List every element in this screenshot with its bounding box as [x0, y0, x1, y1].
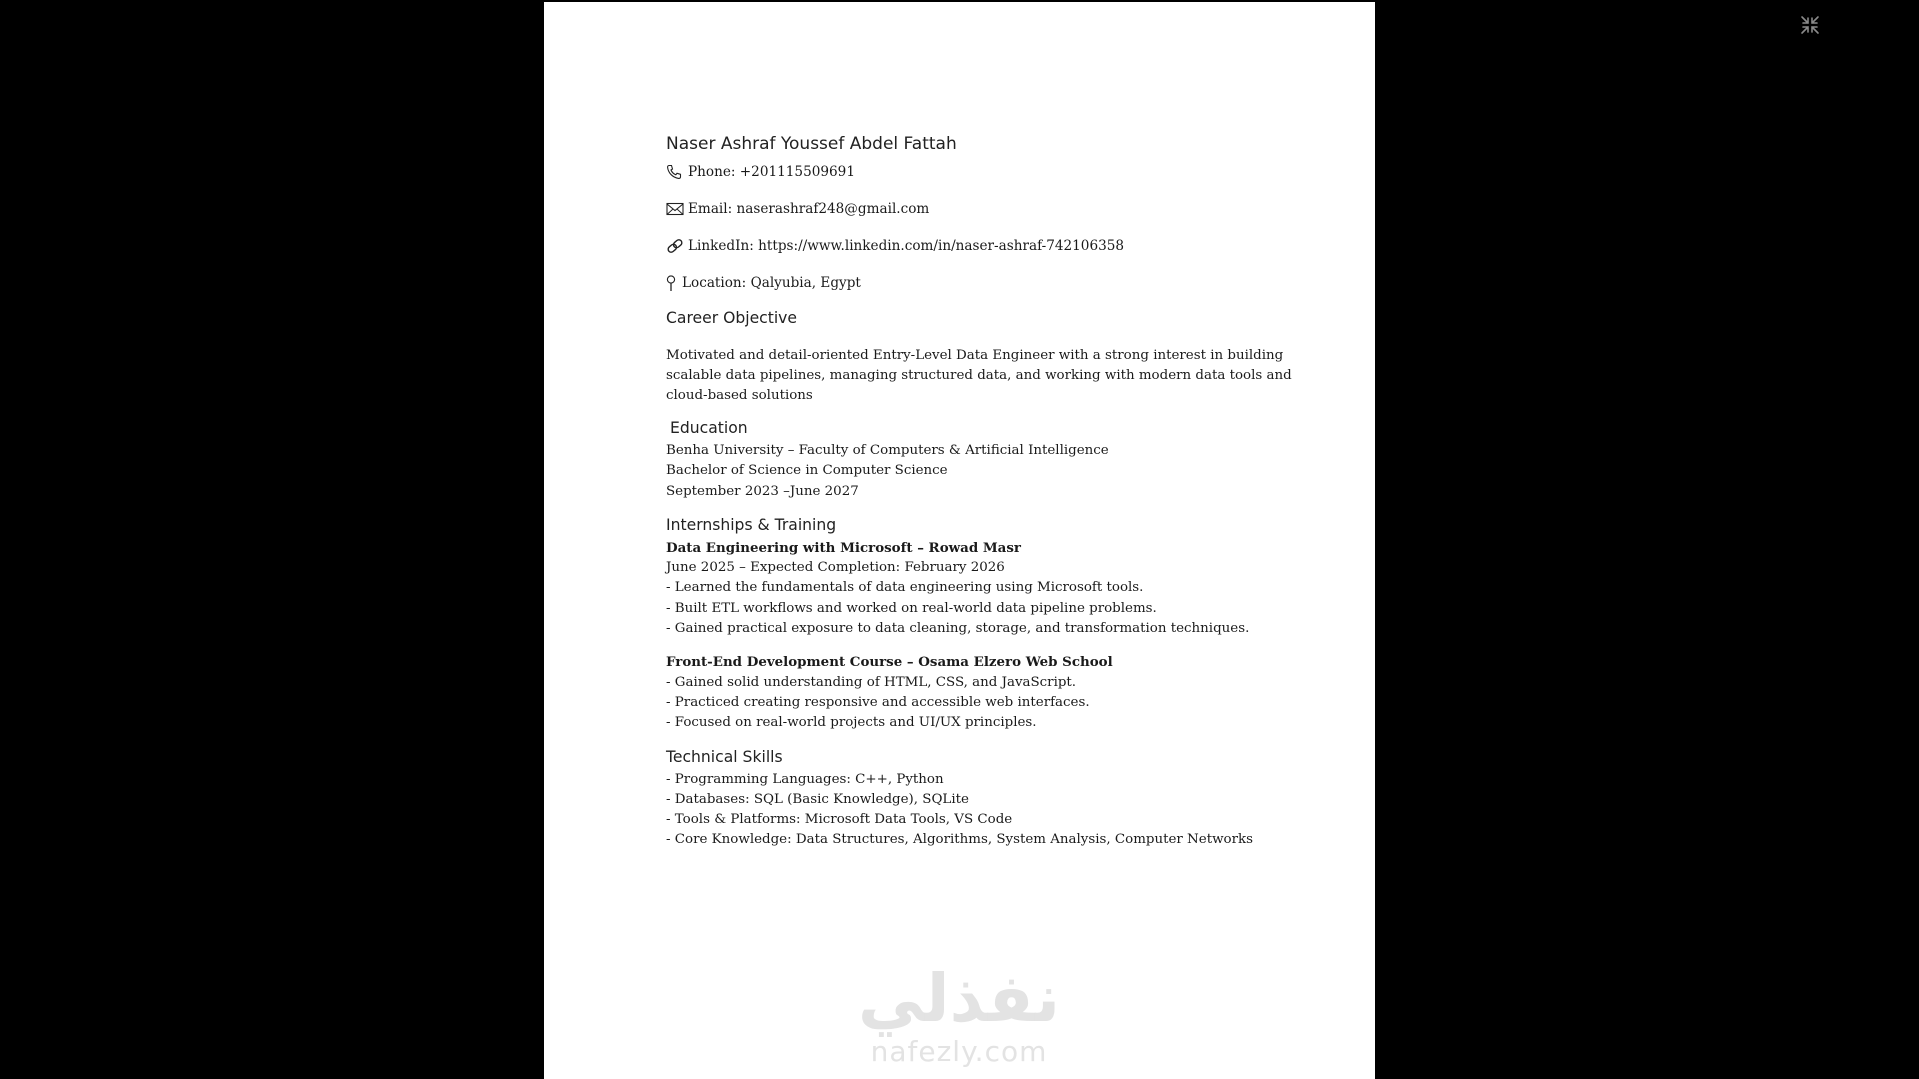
- education-line: Benha University – Faculty of Computers & Artificial Intelligence: [666, 443, 1109, 458]
- contact-email: [666, 200, 1306, 218]
- contact-linkedin: [666, 237, 1306, 255]
- education-line: Bachelor of Science in Computer Science: [666, 463, 948, 479]
- link-icon: [666, 237, 688, 255]
- watermark-latin: nafezly.com: [870, 1035, 1048, 1068]
- email-text: Email: naserashraf248@gmail.com: [688, 201, 930, 217]
- education-block: [666, 441, 1306, 502]
- resume-content: [666, 134, 1306, 851]
- internship-line: - Learned the fundamentals of data engineering using Microsoft tools.: [666, 580, 1144, 596]
- internship-line: - Built ETL workflows and worked on real-world data pipeline problems.: [666, 600, 1157, 616]
- career-line: cloud-based solutions: [666, 388, 813, 403]
- skill-line: - Core Knowledge: Data Structures, Algorithms, System Analysis, Computer Networks: [666, 832, 1253, 848]
- document-page: [544, 2, 1375, 1079]
- envelope-icon: [666, 200, 688, 218]
- career-line: scalable data pipelines, managing structured data, and working with modern data tools and: [666, 368, 1292, 383]
- internships-heading: Internships & Training: [666, 515, 837, 534]
- contact-location: [666, 274, 1306, 292]
- career-objective-heading: Career Objective: [666, 309, 798, 327]
- exit-fullscreen-button[interactable]: [1798, 13, 1822, 37]
- candidate-name: Naser Ashraf Youssef Abdel Fattah: [666, 134, 957, 154]
- internship-line: - Practiced creating responsive and accessible web interfaces.: [666, 694, 1090, 710]
- location-text: Location: Qalyubia, Egypt: [682, 275, 861, 291]
- education-heading: Education: [670, 419, 748, 437]
- phone-icon: [666, 163, 688, 181]
- skills-block: [666, 770, 1306, 851]
- skill-line: - Programming Languages: C++, Python: [666, 771, 944, 787]
- skill-line: - Databases: SQL (Basic Knowledge), SQLite: [666, 791, 969, 807]
- contact-phone: [666, 163, 1306, 181]
- skill-line: - Tools & Platforms: Microsoft Data Tools, VS Code: [666, 812, 1013, 828]
- linkedin-text: LinkedIn: https://www.linkedin.com/in/naser-ashraf-742106358: [688, 238, 1125, 254]
- internship-item: [666, 652, 1306, 733]
- internship-title: Front-End Development Course – Osama Elzero Web School: [666, 654, 1113, 671]
- technical-skills-heading: Technical Skills: [666, 747, 783, 766]
- internship-title: Data Engineering with Microsoft – Rowad Masr: [666, 539, 1021, 556]
- education-line: September 2023 –June 2027: [666, 483, 859, 499]
- internship-line: - Gained solid understanding of HTML, CSS, and JavaScript.: [666, 674, 1077, 690]
- internship-line: - Gained practical exposure to data cleaning, storage, and transformation techniques.: [666, 621, 1250, 637]
- internship-line: - Focused on real-world projects and UI/UX principles.: [666, 715, 1037, 731]
- watermark-arabic: نفذلي: [858, 960, 1060, 1037]
- career-objective-text: [666, 346, 1306, 406]
- internship-item: [666, 538, 1306, 639]
- phone-text: Phone: +201115509691: [688, 164, 855, 180]
- collapse-fullscreen-icon: [1798, 13, 1822, 37]
- location-pin-icon: [666, 274, 682, 292]
- nafezly-watermark: [834, 960, 1084, 1068]
- career-line: Motivated and detail-oriented Entry-Level Data Engineer with a strong interest in building: [666, 348, 1284, 363]
- internship-line: June 2025 – Expected Completion: February 2026: [666, 560, 1005, 576]
